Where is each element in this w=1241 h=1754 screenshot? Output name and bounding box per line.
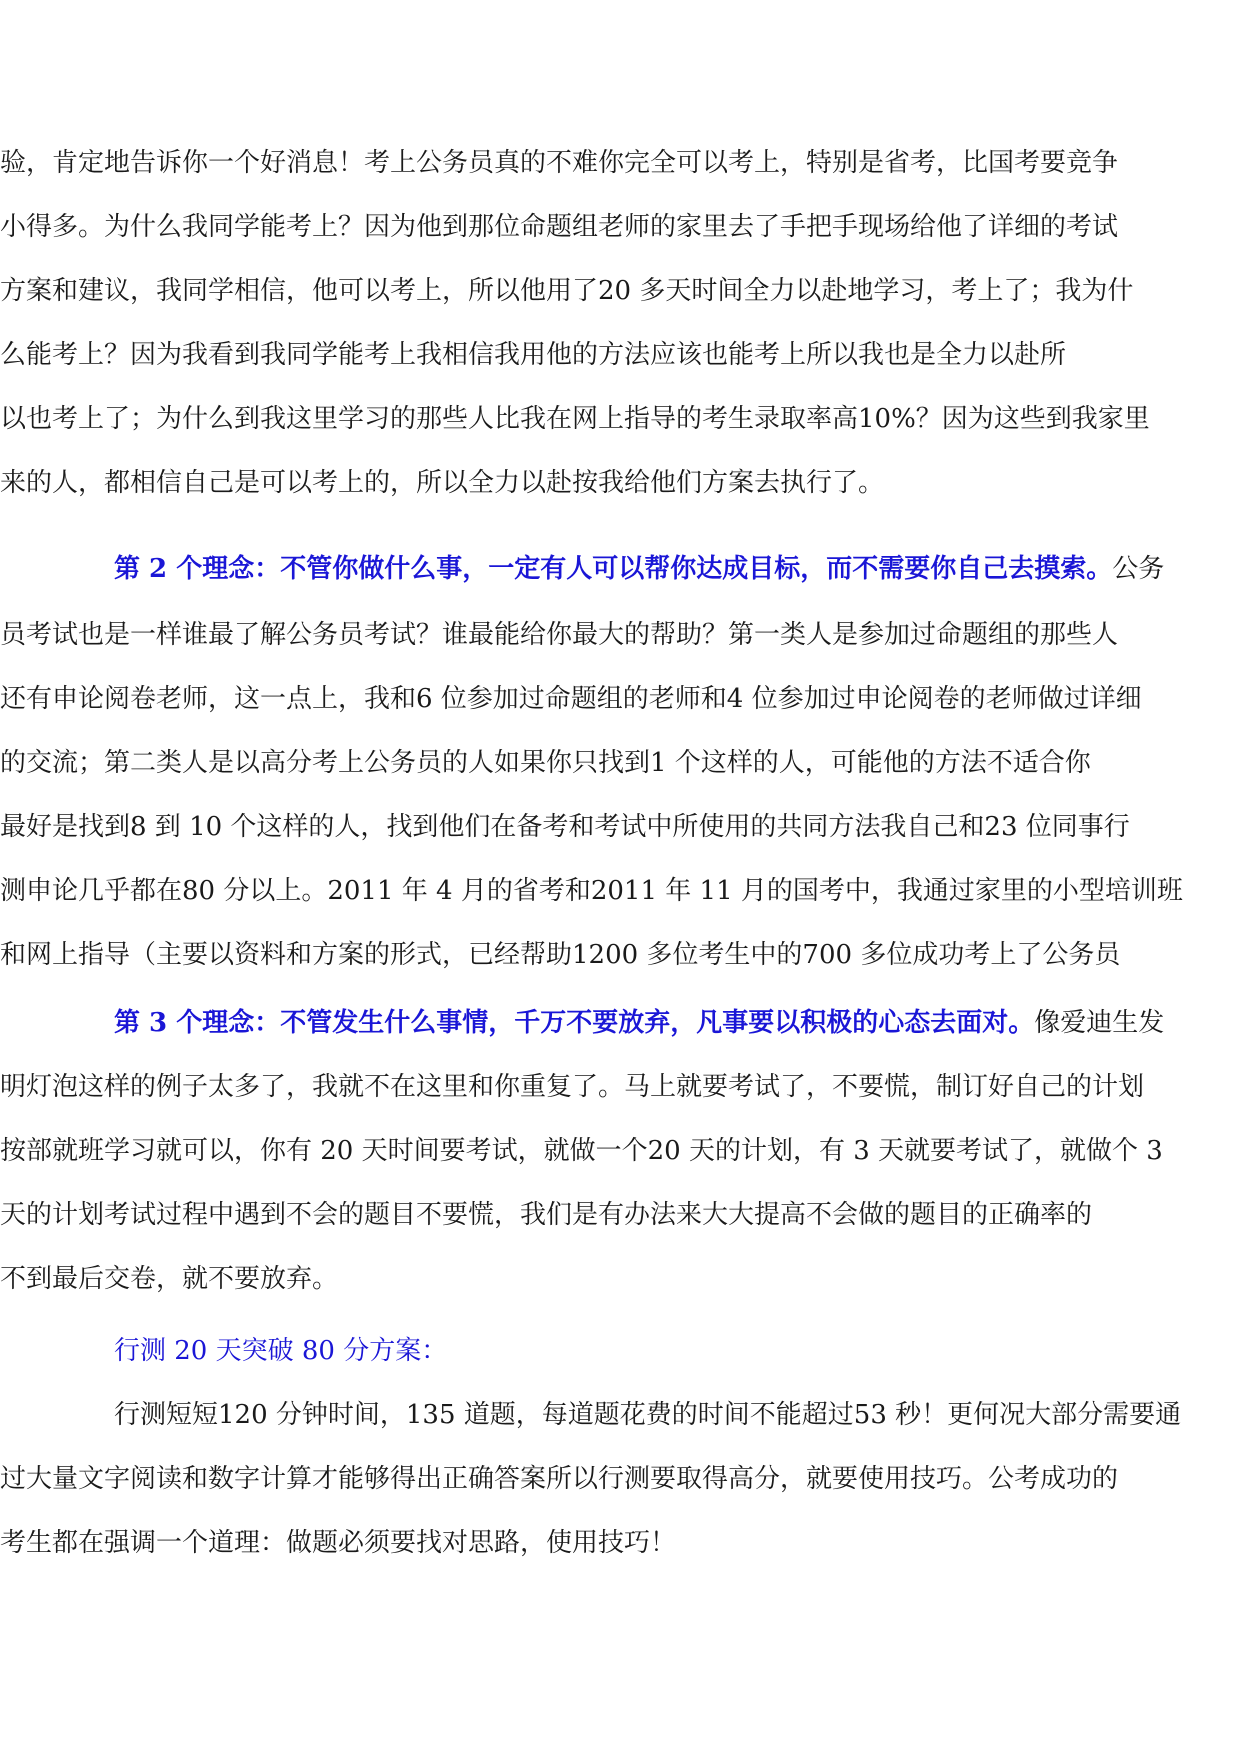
text-line: 么能考上？因为我看到我同学能考上我相信我用他的方法应该也能考上所以我也是全力以赴所 bbox=[0, 340, 1067, 370]
paragraph-3-line bbox=[0, 1134, 1241, 1168]
text-line: 天的计划考试过程中遇到不会的题目不要慌，我们是有办法来大大提高不会做的题目的正确率的 bbox=[0, 1200, 1093, 1230]
text-line: 过大量文字阅读和数字计算才能够得出正确答案所以行测要取得高分，就要使用技巧。公考成功的 bbox=[0, 1464, 1119, 1494]
text-line: 行测短短120 分钟时间，135 道题，每道题花费的时间不能超过53 秒！更何况大部分需要通 bbox=[114, 1400, 1182, 1430]
paragraph-1-line bbox=[0, 338, 1241, 372]
paragraph-3-line bbox=[0, 1262, 1241, 1296]
text-line: 验，肯定地告诉你一个好消息！考上公务员真的不难你完全可以考上，特别是省考，比国考要竞争 bbox=[0, 148, 1119, 178]
paragraph-1-line bbox=[0, 466, 1241, 500]
paragraph-2-line bbox=[0, 746, 1241, 780]
text-line: 明灯泡这样的例子太多了，我就不在这里和你重复了。马上就要考试了，不要慌，制订好自己的计划 bbox=[0, 1072, 1145, 1102]
principle-3-heading: 第 3 个理念：不管发生什么事情，千万不要放弃，凡事要以积极的心态去面对。 bbox=[114, 1008, 1035, 1038]
section-heading: 行测 20 天突破 80 分方案： bbox=[114, 1336, 448, 1366]
text-line: 方案和建议，我同学相信，他可以考上，所以他用了20 多天时间全力以赴地学习，考上了；我为什 bbox=[0, 276, 1134, 306]
paragraph-4-line bbox=[0, 1462, 1241, 1496]
paragraph-3-heading-line bbox=[114, 1006, 1241, 1040]
text-line: 按部就班学习就可以，你有 20 天时间要考试，就做一个20 天的计划，有 3 天就要考试了，就做个 3 bbox=[0, 1136, 1163, 1166]
text-line: 来的人，都相信自己是可以考上的，所以全力以赴按我给他们方案去执行了。 bbox=[0, 468, 885, 498]
paragraph-2-line bbox=[0, 874, 1241, 908]
text-line: 以也考上了；为什么到我这里学习的那些人比我在网上指导的考生录取率高10%？因为这些到我家里 bbox=[0, 404, 1150, 434]
text-line: 最好是找到8 到 10 个这样的人，找到他们在备考和考试中所使用的共同方法我自己和23 位同事行 bbox=[0, 812, 1130, 842]
text-line: 和网上指导（主要以资料和方案的形式，已经帮助1200 多位考生中的700 多位成功考上了公务员 bbox=[0, 940, 1121, 970]
paragraph-1-line bbox=[0, 274, 1241, 308]
principle-2-heading: 第 2 个理念：不管你做什么事，一定有人可以帮你达成目标，而不需要你自己去摸索。 bbox=[114, 554, 1113, 584]
paragraph-2-heading-line bbox=[114, 552, 1241, 586]
paragraph-2-line bbox=[0, 682, 1241, 716]
paragraph-2-line bbox=[0, 810, 1241, 844]
text-line: 考生都在强调一个道理：做题必须要找对思路，使用技巧！ bbox=[0, 1528, 677, 1558]
paragraph-4-line bbox=[0, 1526, 1241, 1560]
paragraph-4-first-line bbox=[114, 1398, 1241, 1432]
text-line: 的交流；第二类人是以高分考上公务员的人如果你只找到1 个这样的人，可能他的方法不适合你 bbox=[0, 748, 1091, 778]
text-line: 小得多。为什么我同学能考上？因为他到那位命题组老师的家里去了手把手现场给他了详细的考试 bbox=[0, 212, 1119, 242]
paragraph-1-line bbox=[0, 146, 1241, 180]
paragraph-3-line bbox=[0, 1198, 1241, 1232]
paragraph-1-line bbox=[0, 210, 1241, 244]
text-line: 公务 bbox=[1112, 554, 1165, 584]
paragraph-1-line bbox=[0, 402, 1241, 436]
section-heading-line bbox=[114, 1334, 1241, 1368]
text-line: 员考试也是一样谁最了解公务员考试？谁最能给你最大的帮助？第一类人是参加过命题组的那些人 bbox=[0, 620, 1119, 650]
text-line: 不到最后交卷，就不要放弃。 bbox=[0, 1264, 339, 1294]
text-line: 像爱迪生发 bbox=[1034, 1008, 1165, 1038]
paragraph-2-line bbox=[0, 618, 1241, 652]
paragraph-2-line bbox=[0, 938, 1241, 972]
paragraph-3-line bbox=[0, 1070, 1241, 1104]
text-line: 测申论几乎都在80 分以上。2011 年 4 月的省考和2011 年 11 月的国考中，我通过家里的小型培训班 bbox=[0, 876, 1183, 906]
text-line: 还有申论阅卷老师，这一点上，我和6 位参加过命题组的老师和4 位参加过申论阅卷的老师做过详细 bbox=[0, 684, 1142, 714]
